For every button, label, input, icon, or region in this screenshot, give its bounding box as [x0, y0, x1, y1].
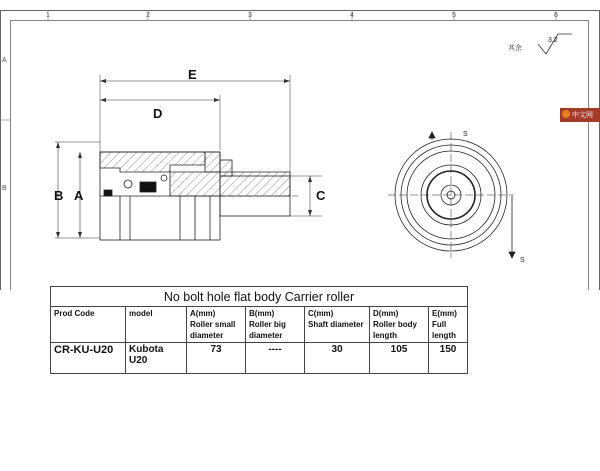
dim-label-d: D — [153, 106, 163, 121]
roller-section-view — [100, 152, 300, 240]
section-mark-top: S — [463, 131, 468, 138]
table-header-row — [51, 307, 468, 343]
col-label-6: 6 — [554, 12, 558, 19]
badge-text: 中文网 — [572, 111, 593, 119]
roller-end-view — [388, 132, 515, 258]
header-prod-code: Prod Code — [51, 307, 126, 343]
surface-note: 其余 — [508, 44, 522, 52]
spec-table — [50, 286, 468, 374]
col-label-3: 3 — [248, 12, 252, 19]
header-e: E(mm) Full length — [429, 307, 468, 343]
header-b: B(mm) Roller big diameter — [246, 307, 305, 343]
roughness-value: 3.2 — [548, 37, 558, 44]
dim-label-b: B — [54, 188, 64, 203]
header-model: model — [126, 307, 187, 343]
table-caption: No bolt hole flat body Carrier roller — [51, 287, 468, 307]
cell-b: ---- — [246, 343, 305, 374]
outer-frame — [1, 11, 600, 291]
dim-label-c: C — [316, 188, 326, 203]
header-d: D(mm) Roller body length — [370, 307, 429, 343]
column-ticks — [48, 10, 556, 20]
col-label-4: 4 — [350, 12, 354, 19]
cell-a: 73 — [187, 343, 246, 374]
inner-frame — [11, 21, 589, 291]
col-label-5: 5 — [452, 12, 456, 19]
watermark-badge — [560, 108, 600, 122]
header-a: A(mm) Roller small diameter — [187, 307, 246, 343]
header-c: C(mm) Shaft diameter — [305, 307, 370, 343]
cell-model: Kubota U20 — [126, 343, 187, 374]
table-row — [51, 343, 468, 374]
row-label-b: B — [2, 185, 7, 192]
col-label-2: 2 — [146, 12, 150, 19]
row-label-a: A — [2, 57, 7, 64]
cell-e: 150 — [429, 343, 468, 374]
cell-prod-code: CR-KU-U20 — [51, 343, 126, 374]
cell-d: 105 — [370, 343, 429, 374]
section-mark-bottom: S — [520, 257, 525, 264]
dim-label-e: E — [188, 67, 197, 82]
cell-c: 30 — [305, 343, 370, 374]
badge-logo-icon — [562, 110, 570, 118]
dim-label-a: A — [74, 188, 84, 203]
col-label-1: 1 — [46, 12, 50, 19]
